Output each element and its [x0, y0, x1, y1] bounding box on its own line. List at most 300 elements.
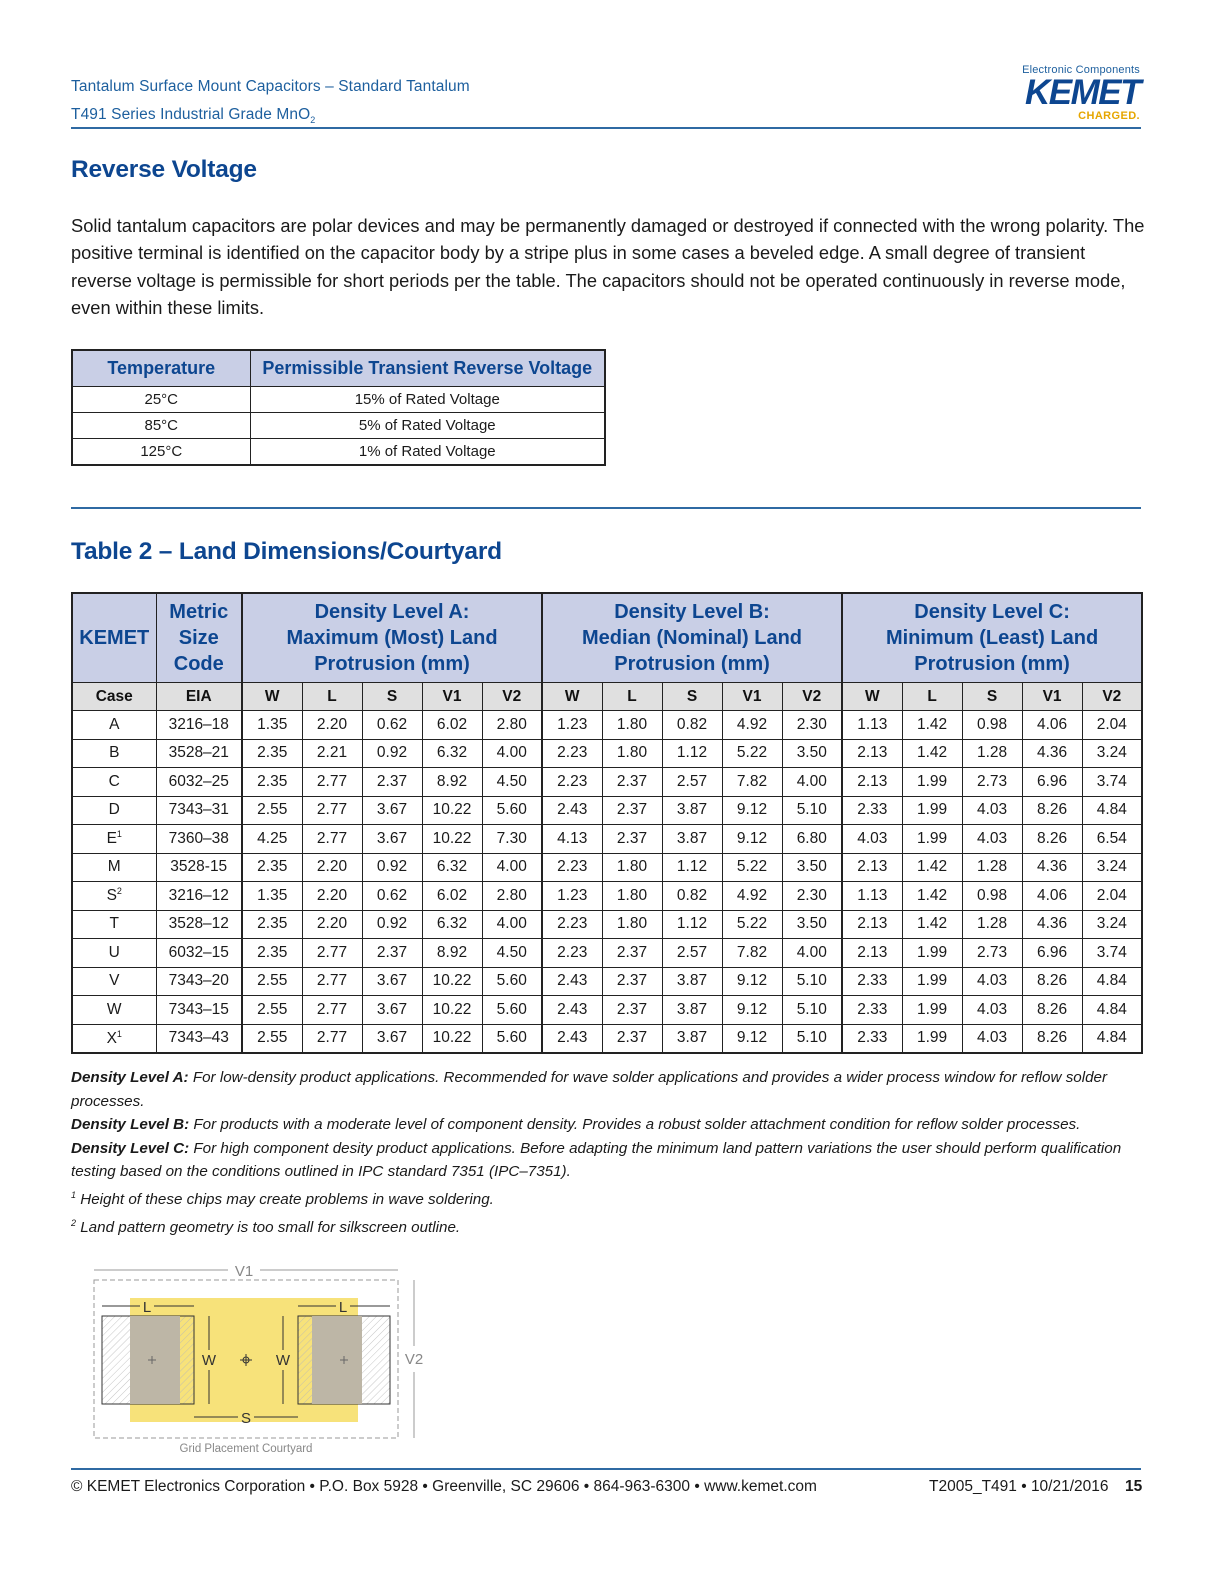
dimension-cell: 4.06: [1022, 882, 1082, 911]
note-density-b: [71, 1113, 1151, 1137]
dimension-cell: 2.37: [602, 939, 662, 968]
case-code: S: [106, 887, 117, 905]
dimension-cell: 2.23: [542, 739, 602, 768]
table-row: [72, 439, 605, 466]
dimension-cell: 2.77: [302, 967, 362, 996]
dimension-cell: 2.13: [842, 910, 902, 939]
dimension-cell: 1.80: [602, 739, 662, 768]
density-notes: [71, 1066, 1151, 1239]
dimension-cell: 1.80: [602, 711, 662, 740]
dimension-cell: 1.28: [962, 910, 1022, 939]
sub-header-cell: V1: [1022, 683, 1082, 711]
rv-cell: 125°C: [72, 439, 250, 466]
dimension-cell: 1.99: [902, 796, 962, 825]
dimension-cell: 4.84: [1082, 1024, 1142, 1053]
header-line-2-text: T491 Series Industrial Grade MnO: [71, 106, 311, 123]
note-label: Density Level C:: [71, 1139, 190, 1157]
header-metric-line: Metric: [169, 601, 229, 623]
dimension-cell: 3.67: [362, 796, 422, 825]
dimension-cell: 2.37: [362, 768, 422, 797]
dimension-cell: 2.43: [542, 996, 602, 1025]
dimension-cell: 2.77: [302, 939, 362, 968]
dimension-cell: 4.13: [542, 825, 602, 854]
case-cell: [72, 1024, 156, 1053]
dimension-cell: 5.60: [482, 1024, 542, 1053]
rv-cell: 15% of Rated Voltage: [250, 387, 605, 413]
dimension-cell: 6.32: [422, 853, 482, 882]
case-cell: [72, 939, 156, 968]
dimension-cell: 2.35: [242, 739, 302, 768]
eia-cell: 6032–15: [156, 939, 242, 968]
header-density-a-line: Maximum (Most) Land: [286, 627, 498, 649]
dimension-cell: 2.13: [842, 853, 902, 882]
sub-header-cell: V2: [1082, 683, 1142, 711]
dimension-cell: 4.06: [1022, 711, 1082, 740]
dimension-cell: 1.12: [662, 910, 722, 939]
dimension-cell: 3.74: [1082, 939, 1142, 968]
reverse-voltage-table: [71, 349, 606, 466]
case-code: W: [106, 1000, 122, 1018]
header-density-b: [542, 593, 842, 683]
dimension-cell: 1.35: [242, 882, 302, 911]
eia-cell: 3216–18: [156, 711, 242, 740]
sub-header-cell: L: [902, 683, 962, 711]
case-footnote-mark: 2: [116, 886, 122, 897]
case-code: B: [109, 744, 120, 762]
dimension-cell: 1.99: [902, 768, 962, 797]
dimension-cell: 10.22: [422, 967, 482, 996]
dimension-cell: 4.03: [962, 996, 1022, 1025]
case-code: T: [109, 915, 119, 933]
dimension-cell: 2.35: [242, 939, 302, 968]
section-divider: [71, 507, 1141, 509]
dimension-cell: 10.22: [422, 825, 482, 854]
termination-right: [312, 1316, 362, 1404]
dimension-cell: 4.92: [722, 711, 782, 740]
dimension-cell: 1.42: [902, 853, 962, 882]
land-group-header-row: [72, 593, 1142, 683]
dimension-cell: 6.02: [422, 711, 482, 740]
dimension-cell: 6.54: [1082, 825, 1142, 854]
dimension-cell: 2.35: [242, 853, 302, 882]
dimension-cell: 4.84: [1082, 967, 1142, 996]
dimension-cell: 4.84: [1082, 996, 1142, 1025]
note-label: Density Level A:: [71, 1069, 189, 1086]
header-line-2-subscript: 2: [310, 115, 316, 126]
header-density-b-line: Protrusion (mm): [614, 653, 770, 675]
case-cell: [72, 853, 156, 882]
dimension-cell: 9.12: [722, 1024, 782, 1053]
land-sub-header-row: [72, 683, 1142, 711]
note-text: For high component desity product applications. Before adapting the minimum land pattern variations the user should perform qualification testing based on the conditions outlined in IPC standard 7351 (IPC–7351).: [71, 1139, 1122, 1181]
dimension-cell: 7.82: [722, 768, 782, 797]
dimension-cell: 2.37: [602, 996, 662, 1025]
rv-header-voltage: Permissible Transient Reverse Voltage: [250, 350, 605, 387]
dimension-cell: 2.80: [482, 711, 542, 740]
dimension-cell: 2.23: [542, 768, 602, 797]
sub-header-cell: S: [662, 683, 722, 711]
case-code: V: [109, 972, 120, 990]
dimension-cell: 0.82: [662, 711, 722, 740]
dimension-cell: 0.98: [962, 711, 1022, 740]
dimension-cell: 6.96: [1022, 768, 1082, 797]
dimension-cell: 2.13: [842, 739, 902, 768]
dimension-cell: 5.60: [482, 796, 542, 825]
case-code: E: [106, 830, 117, 848]
footer-doc-id: T2005_T491 • 10/21/2016: [929, 1478, 1109, 1495]
dimension-cell: 6.32: [422, 910, 482, 939]
header-density-a-line: Protrusion (mm): [314, 653, 470, 675]
table-row: [72, 413, 605, 439]
dimension-cell: 2.55: [242, 967, 302, 996]
eia-cell: 3528-15: [156, 853, 242, 882]
dimension-cell: 1.13: [842, 882, 902, 911]
header-density-c-line: Density Level C:: [914, 601, 1070, 623]
note-label: Density Level B:: [71, 1116, 190, 1134]
dimension-cell: 2.43: [542, 967, 602, 996]
dimension-cell: 4.50: [482, 768, 542, 797]
dimension-cell: 3.87: [662, 1024, 722, 1053]
dimension-cell: 1.42: [902, 739, 962, 768]
header-line-1: Tantalum Surface Mount Capacitors – Standard Tantalum: [71, 78, 470, 95]
w-label-left: W: [201, 1352, 217, 1369]
table-row: [72, 387, 605, 413]
case-cell: [72, 711, 156, 740]
sub-header-cell: EIA: [156, 683, 242, 711]
dimension-cell: 8.92: [422, 768, 482, 797]
dimension-cell: 2.77: [302, 796, 362, 825]
dimension-cell: 1.28: [962, 739, 1022, 768]
footer-contact: © KEMET Electronics Corporation • P.O. Box 5928 • Greenville, SC 29606 • 864-963-6300 • www.kemet.com: [71, 1478, 817, 1495]
kemet-logo: [992, 64, 1142, 126]
dimension-cell: 4.03: [962, 825, 1022, 854]
dimension-cell: 8.92: [422, 939, 482, 968]
dimension-cell: 2.35: [242, 910, 302, 939]
dimension-cell: 4.03: [962, 796, 1022, 825]
case-cell: [72, 882, 156, 911]
reverse-voltage-paragraph: Solid tantalum capacitors are polar devices and may be permanently damaged or destroyed if connected with the wrong polarity. The positive terminal is identified on the capacitor body by a stripe plus in some cases a beveled edge. A small degree of transient reverse voltage is permissible for short periods per the table. The capacitors should not be operated continuously in reverse mode, even within these limits.: [71, 215, 1145, 319]
dimension-cell: 4.03: [842, 825, 902, 854]
dimension-cell: 4.00: [482, 739, 542, 768]
dimension-cell: 3.67: [362, 996, 422, 1025]
table-row: [72, 910, 1142, 939]
header-metric-line: Size: [178, 627, 219, 649]
eia-cell: 7343–31: [156, 796, 242, 825]
sub-header-cell: Case: [72, 683, 156, 711]
dimension-cell: 1.13: [842, 711, 902, 740]
dimension-cell: 1.42: [902, 711, 962, 740]
dimension-cell: 2.55: [242, 996, 302, 1025]
case-code: C: [108, 772, 120, 790]
header-kemet: KEMET: [72, 593, 156, 683]
dimension-cell: 2.33: [842, 796, 902, 825]
footnote-text: Land pattern geometry is too small for silkscreen outline.: [76, 1218, 461, 1236]
land-pattern-diagram: [88, 1258, 428, 1468]
footnote-mark: 2: [71, 1217, 77, 1228]
dimension-cell: 7.30: [482, 825, 542, 854]
dimension-cell: 10.22: [422, 996, 482, 1025]
dimension-cell: 2.04: [1082, 711, 1142, 740]
note-density-a: [71, 1066, 1151, 1113]
dimension-cell: 1.80: [602, 910, 662, 939]
eia-cell: 7343–15: [156, 996, 242, 1025]
case-cell: [72, 796, 156, 825]
dimension-cell: 5.22: [722, 739, 782, 768]
table-row: [72, 939, 1142, 968]
dimension-cell: 2.23: [542, 910, 602, 939]
dimension-cell: 6.96: [1022, 939, 1082, 968]
dimension-cell: 4.25: [242, 825, 302, 854]
footnote-mark: 1: [71, 1189, 77, 1200]
table-row: [72, 711, 1142, 740]
dimension-cell: 6.32: [422, 739, 482, 768]
case-cell: [72, 996, 156, 1025]
header-rule: [71, 127, 1141, 129]
dimension-cell: 2.77: [302, 825, 362, 854]
table-row: [72, 768, 1142, 797]
table-row: [72, 996, 1142, 1025]
dimension-cell: 4.50: [482, 939, 542, 968]
dimension-cell: 4.92: [722, 882, 782, 911]
dimension-cell: 5.22: [722, 910, 782, 939]
case-code: X: [106, 1029, 117, 1047]
dimension-cell: 1.12: [662, 739, 722, 768]
eia-cell: 7343–43: [156, 1024, 242, 1053]
dimension-cell: 3.24: [1082, 853, 1142, 882]
eia-cell: 6032–25: [156, 768, 242, 797]
dimension-cell: 0.92: [362, 739, 422, 768]
rv-cell: 1% of Rated Voltage: [250, 439, 605, 466]
header-metric: [156, 593, 242, 683]
header-density-c-line: Protrusion (mm): [914, 653, 1070, 675]
dimension-cell: 4.00: [482, 853, 542, 882]
dimension-cell: 2.37: [602, 1024, 662, 1053]
dimension-cell: 4.36: [1022, 910, 1082, 939]
dimension-cell: 2.77: [302, 768, 362, 797]
land-dimensions-table: [71, 592, 1143, 1054]
dimension-cell: 2.04: [1082, 882, 1142, 911]
dimension-cell: 2.57: [662, 768, 722, 797]
dimension-cell: 3.74: [1082, 768, 1142, 797]
dimension-cell: 0.62: [362, 711, 422, 740]
dimension-cell: 8.26: [1022, 796, 1082, 825]
w-label-right: W: [275, 1352, 291, 1369]
eia-cell: 7360–38: [156, 825, 242, 854]
dimension-cell: 2.73: [962, 768, 1022, 797]
case-code: M: [107, 858, 121, 876]
footnote-1: [71, 1184, 1151, 1212]
dimension-cell: 2.73: [962, 939, 1022, 968]
dimension-cell: 2.55: [242, 1024, 302, 1053]
dimension-cell: 2.43: [542, 1024, 602, 1053]
dimension-cell: 4.00: [482, 910, 542, 939]
case-footnote-mark: 1: [116, 1028, 122, 1039]
dimension-cell: 5.10: [782, 796, 842, 825]
note-density-c: [71, 1137, 1151, 1184]
note-text: For products with a moderate level of component density. Provides a robust solder attachment condition for reflow solder processes.: [189, 1116, 1081, 1134]
dimension-cell: 0.98: [962, 882, 1022, 911]
dimension-cell: 1.99: [902, 996, 962, 1025]
case-cell: [72, 910, 156, 939]
eia-cell: 3216–12: [156, 882, 242, 911]
dimension-cell: 6.80: [782, 825, 842, 854]
sub-header-cell: V1: [422, 683, 482, 711]
dimension-cell: 0.92: [362, 853, 422, 882]
diagram-caption: Grid Placement Courtyard: [179, 1443, 313, 1455]
dimension-cell: 1.23: [542, 711, 602, 740]
dimension-cell: 1.42: [902, 882, 962, 911]
sub-header-cell: S: [962, 683, 1022, 711]
dimension-cell: 3.24: [1082, 739, 1142, 768]
dimension-cell: 6.02: [422, 882, 482, 911]
header-density-b-line: Median (Nominal) Land: [582, 627, 803, 649]
dimension-cell: 5.10: [782, 967, 842, 996]
dimension-cell: 1.12: [662, 853, 722, 882]
dimension-cell: 2.20: [302, 711, 362, 740]
dimension-cell: 2.57: [662, 939, 722, 968]
dimension-cell: 3.67: [362, 825, 422, 854]
dimension-cell: 2.30: [782, 711, 842, 740]
dimension-cell: 2.20: [302, 853, 362, 882]
l-label-right: L: [338, 1299, 348, 1316]
sub-header-cell: W: [242, 683, 302, 711]
sub-header-cell: L: [302, 683, 362, 711]
dimension-cell: 8.26: [1022, 825, 1082, 854]
footnote-text: Height of these chips may create problems in wave soldering.: [76, 1191, 494, 1209]
dimension-cell: 2.33: [842, 1024, 902, 1053]
dimension-cell: 4.00: [782, 768, 842, 797]
dimension-cell: 3.67: [362, 967, 422, 996]
dimension-cell: 2.37: [602, 967, 662, 996]
dimension-cell: 8.26: [1022, 1024, 1082, 1053]
dimension-cell: 2.33: [842, 967, 902, 996]
dimension-cell: 5.22: [722, 853, 782, 882]
dimension-cell: 4.84: [1082, 796, 1142, 825]
dimension-cell: 3.67: [362, 1024, 422, 1053]
footer-page-number: 15: [1125, 1478, 1143, 1495]
case-cell: [72, 825, 156, 854]
dimension-cell: 2.37: [602, 825, 662, 854]
header-density-a: [242, 593, 542, 683]
sub-header-cell: W: [842, 683, 902, 711]
eia-cell: 3528–21: [156, 739, 242, 768]
dimension-cell: 2.37: [602, 768, 662, 797]
header-density-a-line: Density Level A:: [314, 601, 470, 623]
reverse-voltage-title: Reverse Voltage: [71, 156, 257, 183]
dimension-cell: 1.42: [902, 910, 962, 939]
v1-label: V1: [234, 1263, 254, 1280]
dimension-cell: 3.50: [782, 739, 842, 768]
dimension-cell: 2.43: [542, 796, 602, 825]
dimension-cell: 4.03: [962, 1024, 1022, 1053]
dimension-cell: 2.20: [302, 882, 362, 911]
case-cell: [72, 739, 156, 768]
rv-cell: 5% of Rated Voltage: [250, 413, 605, 439]
logo-tagline-bottom: CHARGED.: [1078, 110, 1140, 122]
dimension-cell: 5.10: [782, 1024, 842, 1053]
header-density-b-line: Density Level B:: [614, 601, 770, 623]
footer-rule: [71, 1468, 1141, 1470]
dimension-cell: 10.22: [422, 1024, 482, 1053]
land-table-body: [72, 711, 1142, 1054]
dimension-cell: 1.80: [602, 853, 662, 882]
sub-header-cell: S: [362, 683, 422, 711]
dimension-cell: 3.87: [662, 996, 722, 1025]
logo-wordmark: KEMET: [1025, 73, 1140, 112]
dimension-cell: 0.92: [362, 910, 422, 939]
dimension-cell: 2.37: [362, 939, 422, 968]
dimension-cell: 4.00: [782, 939, 842, 968]
v2-label: V2: [404, 1351, 424, 1368]
dimension-cell: 2.37: [602, 796, 662, 825]
dimension-cell: 1.99: [902, 967, 962, 996]
dimension-cell: 5.60: [482, 967, 542, 996]
dimension-cell: 2.35: [242, 768, 302, 797]
land-table-title: Table 2 – Land Dimensions/Courtyard: [71, 538, 502, 565]
dimension-cell: 5.60: [482, 996, 542, 1025]
rv-header-temperature: Temperature: [72, 350, 250, 387]
dimension-cell: 9.12: [722, 967, 782, 996]
rv-header-row: [72, 350, 605, 387]
eia-cell: 7343–20: [156, 967, 242, 996]
case-code: D: [108, 801, 120, 819]
sub-header-cell: L: [602, 683, 662, 711]
dimension-cell: 0.62: [362, 882, 422, 911]
dimension-cell: 4.36: [1022, 739, 1082, 768]
dimension-cell: 2.21: [302, 739, 362, 768]
dimension-cell: 3.87: [662, 796, 722, 825]
footnote-2: [71, 1212, 1151, 1240]
dimension-cell: 2.13: [842, 768, 902, 797]
dimension-cell: 2.55: [242, 796, 302, 825]
dimension-cell: 8.26: [1022, 967, 1082, 996]
dimension-cell: 1.80: [602, 882, 662, 911]
dimension-cell: 2.33: [842, 996, 902, 1025]
dimension-cell: 4.03: [962, 967, 1022, 996]
dimension-cell: 1.28: [962, 853, 1022, 882]
dimension-cell: 1.99: [902, 939, 962, 968]
logo-tagline-top: Electronic Components: [1022, 64, 1140, 76]
dimension-cell: 2.13: [842, 939, 902, 968]
table-row: [72, 967, 1142, 996]
case-cell: [72, 967, 156, 996]
dimension-cell: 3.87: [662, 967, 722, 996]
table-row: [72, 1024, 1142, 1053]
case-code: A: [109, 715, 120, 733]
rv-cell: 85°C: [72, 413, 250, 439]
dimension-cell: 4.36: [1022, 853, 1082, 882]
dimension-cell: 1.99: [902, 825, 962, 854]
header-density-c-line: Minimum (Least) Land: [885, 627, 1099, 649]
dimension-cell: 3.50: [782, 853, 842, 882]
table-row: [72, 825, 1142, 854]
sub-header-cell: W: [542, 683, 602, 711]
note-text: For low-density product applications. Recommended for wave solder applications and provides a wider process window for reflow solder processes.: [71, 1069, 1108, 1110]
table-row: [72, 796, 1142, 825]
rv-cell: 25°C: [72, 387, 250, 413]
dimension-cell: 7.82: [722, 939, 782, 968]
header-metric-line: Code: [173, 653, 224, 675]
dimension-cell: 2.80: [482, 882, 542, 911]
case-cell: [72, 768, 156, 797]
l-label-left: L: [142, 1299, 152, 1316]
s-label: S: [240, 1410, 252, 1427]
dimension-cell: 3.87: [662, 825, 722, 854]
dimension-cell: 1.99: [902, 1024, 962, 1053]
eia-cell: 3528–12: [156, 910, 242, 939]
dimension-cell: 1.35: [242, 711, 302, 740]
dimension-cell: 3.24: [1082, 910, 1142, 939]
